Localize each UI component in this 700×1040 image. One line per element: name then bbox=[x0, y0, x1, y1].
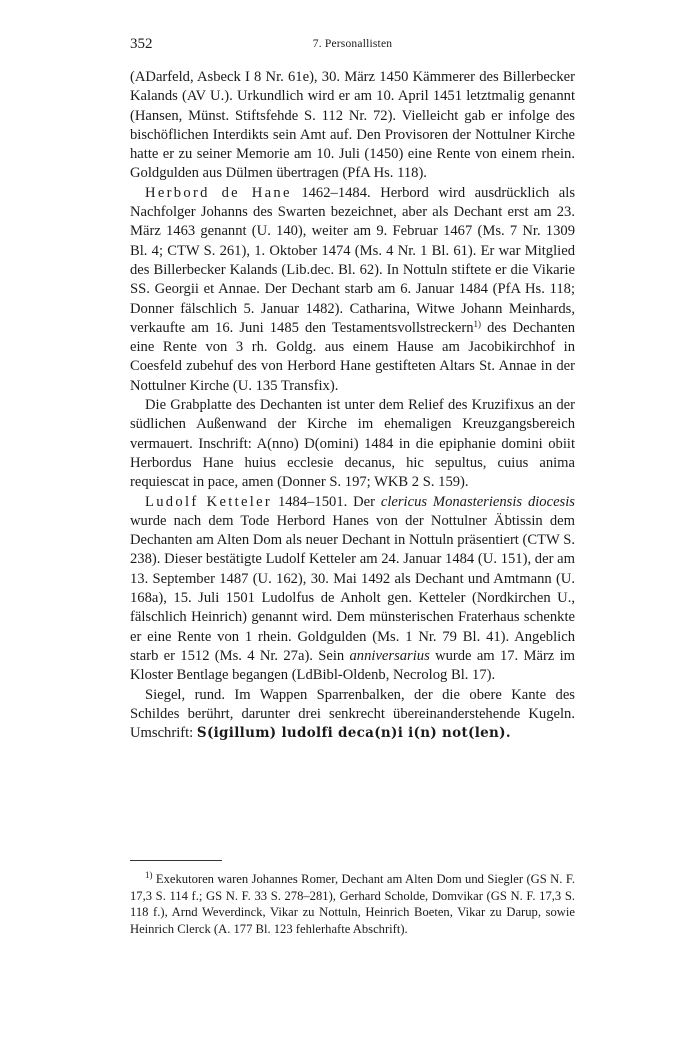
footnote-marker: 1) bbox=[145, 870, 153, 880]
paragraph-grabplatte bbox=[130, 396, 575, 492]
running-head: 7. Personallisten bbox=[312, 38, 393, 50]
seal-inscription: S(igillum) ludolfi deca(n)i i(n) not(len). bbox=[196, 725, 511, 742]
person-name-ludolf-ketteler: Ludolf Ketteler bbox=[145, 493, 273, 510]
paragraph-herbord-de-hane bbox=[130, 184, 575, 396]
italic-latin-term: clericus Monasteriensis diocesis bbox=[380, 493, 575, 510]
person-name-herbord-de-hane: Herbord de Hane bbox=[145, 184, 292, 201]
main-text bbox=[130, 68, 575, 743]
paragraph-siegel bbox=[130, 686, 575, 744]
footnote-reference: 1) bbox=[473, 318, 482, 329]
paragraph-text: des Dechanten eine Rente von 3 rh. Goldg. aus einem Hause am Jacobikirchhof in Coesfeld zubehuf des von Herbord Hane gestifteten Altars St. Annae in der Nottulner Kirche (U. 135 Transfix). bbox=[130, 319, 575, 394]
footnote-divider bbox=[130, 860, 222, 861]
footnote-text: Exekutoren waren Johannes Romer, Dechant am Alten Dom und Siegler (GS N. F. 17,3 S. 114 f.; GS N. F. 33 S. 278–281), Gerhard Scholde, Domvikar (GS N. F. 17,3 S. 118 f.), Arnd Weverdinck, Vikar zu Nottuln, Heinrich Boeten, Vikar zu Darup, sowie Heinrich Clerck (A. 177 Bl. 123 fehlerhafte Abschrift). bbox=[130, 872, 575, 936]
page-header bbox=[130, 36, 575, 54]
paragraph-text: 1484–1501. Der bbox=[272, 493, 381, 510]
paragraph-ludolf-ketteler bbox=[130, 493, 575, 686]
paragraph-text: wurde nach dem Tode Herbord Hanes von der Nottulner Äbtissin dem Dechanten am Alten Dom als neuer Dechant in Nottuln präsentiert (CTW S. 238). Dieser bestätigte Ludolf Ketteler am 24. Januar 1484 (U. 151), der am 13. September 1487 (U. 162), 30. Mai 1492 als Dechant und Amtmann (U. 168a), 15. Juli 1501 Ludolfus de Anholt gen. Ketteler (Nordkirchen U., fälschlich Heinrich) genannt wird. Dem münsterischen Fraterhaus schenkte er eine Rente von 1 rhein. Goldgulden (Ms. 1 Nr. 79 Bl. 41). Angeblich starb er 1512 (Ms. 4 Nr. 27a). Sein bbox=[130, 512, 575, 664]
paragraph-text: Siegel, rund. Im Wappen Sparrenbalken, der die obere Kante des Schildes berührt, darunter drei senkrecht übereinanderstehende Kugeln. Umschrift: bbox=[130, 686, 575, 742]
page-number: 352 bbox=[130, 36, 153, 52]
footnotes bbox=[130, 871, 575, 937]
paragraph-text: Die Grabplatte des Dechanten ist unter dem Relief des Kruzifixus an der südlichen Außenwand der Kirche im ehemaligen Kreuzgangsbereich vermauert. Inschrift: A(nno) D(omini) 1484 in die epiphanie domini obiit Herbordus Hane huius ecclesie decanus, hic sepultus, cuius anima requiescat in pace, amen (Donner S. 197; WKB 2 S. 159). bbox=[130, 397, 575, 491]
footnote-1 bbox=[130, 871, 575, 937]
paragraph-adarfeld-entry bbox=[130, 68, 575, 184]
italic-latin-term: anniversarius bbox=[349, 647, 430, 664]
paragraph-text: wurde am 17. März im Kloster Bentlage begangen (LdBibl-Oldenb, Necrolog Bl. 17). bbox=[130, 647, 575, 684]
paragraph-text: 1462–1484. Herbord wird ausdrücklich als Nachfolger Johanns des Swarten bezeichnet, aber als Dechant erst am 23. März 1463 genannt (U. 140), weiter am 9. Februar 1467 (Ms. 7 Nr. 1309 Bl. 4; CTW S. 261), 1. Oktober 1474 (Ms. 4 Nr. 1 Bl. 61). Er war Mitglied des Billerbecker Kalands (Lib.dec. Bl. 62). In Nottuln stiftete er die Vikarie SS. Georgii et Annae. Der Dechant starb am 6. Januar 1484 (PfA Hs. 118; Donner fälschlich 5. Januar 1482). Catharina, Witwe Johann Meinhards, verkaufte am 16. Juni 1485 den Testamentsvollstreckern bbox=[130, 184, 575, 336]
paragraph-text: (ADarfeld, Asbeck I 8 Nr. 61e), 30. März 1450 Kämmerer des Billerbecker Kalands (AV U.). Urkundlich wird er am 10. April 1451 letztmalig genannt (Hansen, Münst. Stiftsfehde S. 112 Nr. 72). Vielleicht gab er infolge des bischöflichen Interdikts sein Amt auf. Den Provisoren der Nottulner Kirche hatte er zu seiner Memorie am 10. Juli (1450) eine Rente von einem rhein. Goldgulden aus Dülmen übertragen (PfA Hs. 118). bbox=[130, 69, 575, 182]
